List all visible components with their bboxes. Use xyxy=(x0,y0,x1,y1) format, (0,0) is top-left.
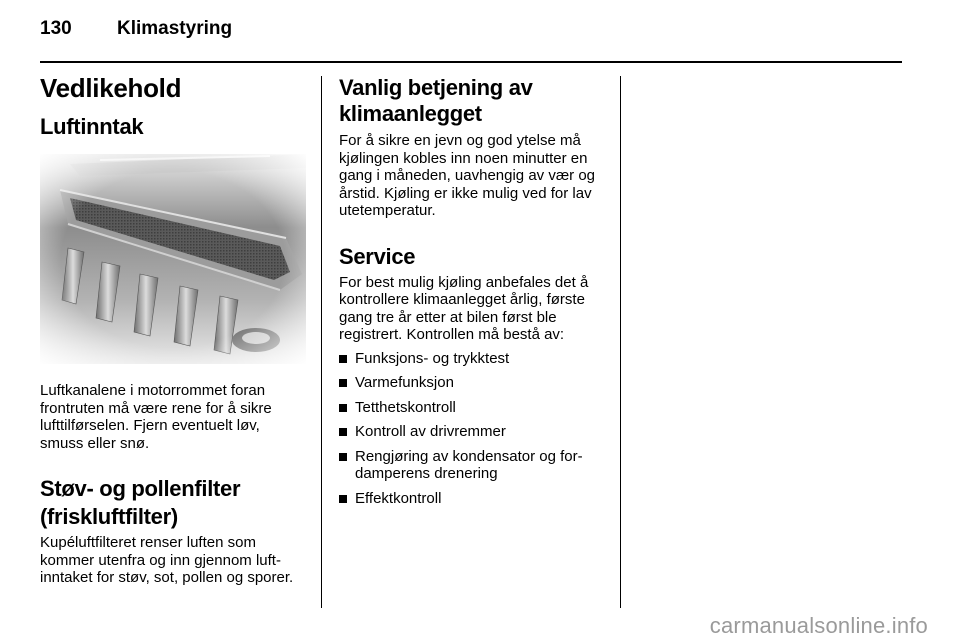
normal-operation-paragraph: For å sikre en jevn og god ytelse må kjølingen kobles inn noen minutter en gang i måneden, uavhengig av vær og årstid. Kjøling er ikke mulig ved for lav utetemperatur. xyxy=(339,132,596,219)
list-item: Varmefunksjon xyxy=(339,374,605,392)
list-item: Funksjons- og trykktest xyxy=(339,350,605,368)
column-divider-1 xyxy=(321,76,322,608)
normal-operation-heading-line-1: Vanlig betjening av xyxy=(339,75,533,100)
service-paragraph: For best mulig kjøling anbefales det å kontrollere klimaanlegget årlig, første gang tre år etter at bilen først ble registrert. Kontrollen må bestå av: xyxy=(339,273,589,343)
air-intake-paragraph: Luftkanalene i motorrommet foran frontruten må være rene for å sikre lufttilførselen. Fjern eventuelt løv, smuss eller snø. xyxy=(40,382,272,452)
service-heading: Service xyxy=(339,243,416,269)
page-number: 130 xyxy=(40,18,72,39)
page-header xyxy=(40,14,902,44)
service-check-list xyxy=(339,350,605,508)
subsection-title-air-intake: Luftinntak xyxy=(40,114,144,139)
watermark: carmanualsonline.info xyxy=(709,613,928,638)
engine-bay-photo xyxy=(40,154,306,364)
section-title: Vedlikehold xyxy=(40,73,182,103)
list-item: Kontroll av drivremmer xyxy=(339,423,605,441)
column-left xyxy=(40,72,306,587)
chapter-title: Klimastyring xyxy=(117,18,233,39)
list-item: Rengjøring av kondensator og fordamperens drenering xyxy=(339,448,605,483)
pollen-filter-heading-line-1: Støv- og pollenfilter xyxy=(40,476,241,501)
pollen-filter-paragraph: Kupéluftfilteret renser luften som kommer utenfra og inn gjennom luftinntaket for støv, sot, pollen og sporer. xyxy=(40,534,294,586)
engine-bay-air-intake-icon xyxy=(40,154,306,364)
header-rule xyxy=(40,61,902,63)
column-divider-2 xyxy=(620,76,621,608)
pollen-filter-heading-line-2: (friskluftfilter) xyxy=(40,504,178,529)
normal-operation-heading-line-2: klimaanlegget xyxy=(339,101,482,126)
list-item: Tetthetskontroll xyxy=(339,399,605,417)
list-item: Effektkontroll xyxy=(339,490,605,508)
column-middle xyxy=(339,72,605,514)
